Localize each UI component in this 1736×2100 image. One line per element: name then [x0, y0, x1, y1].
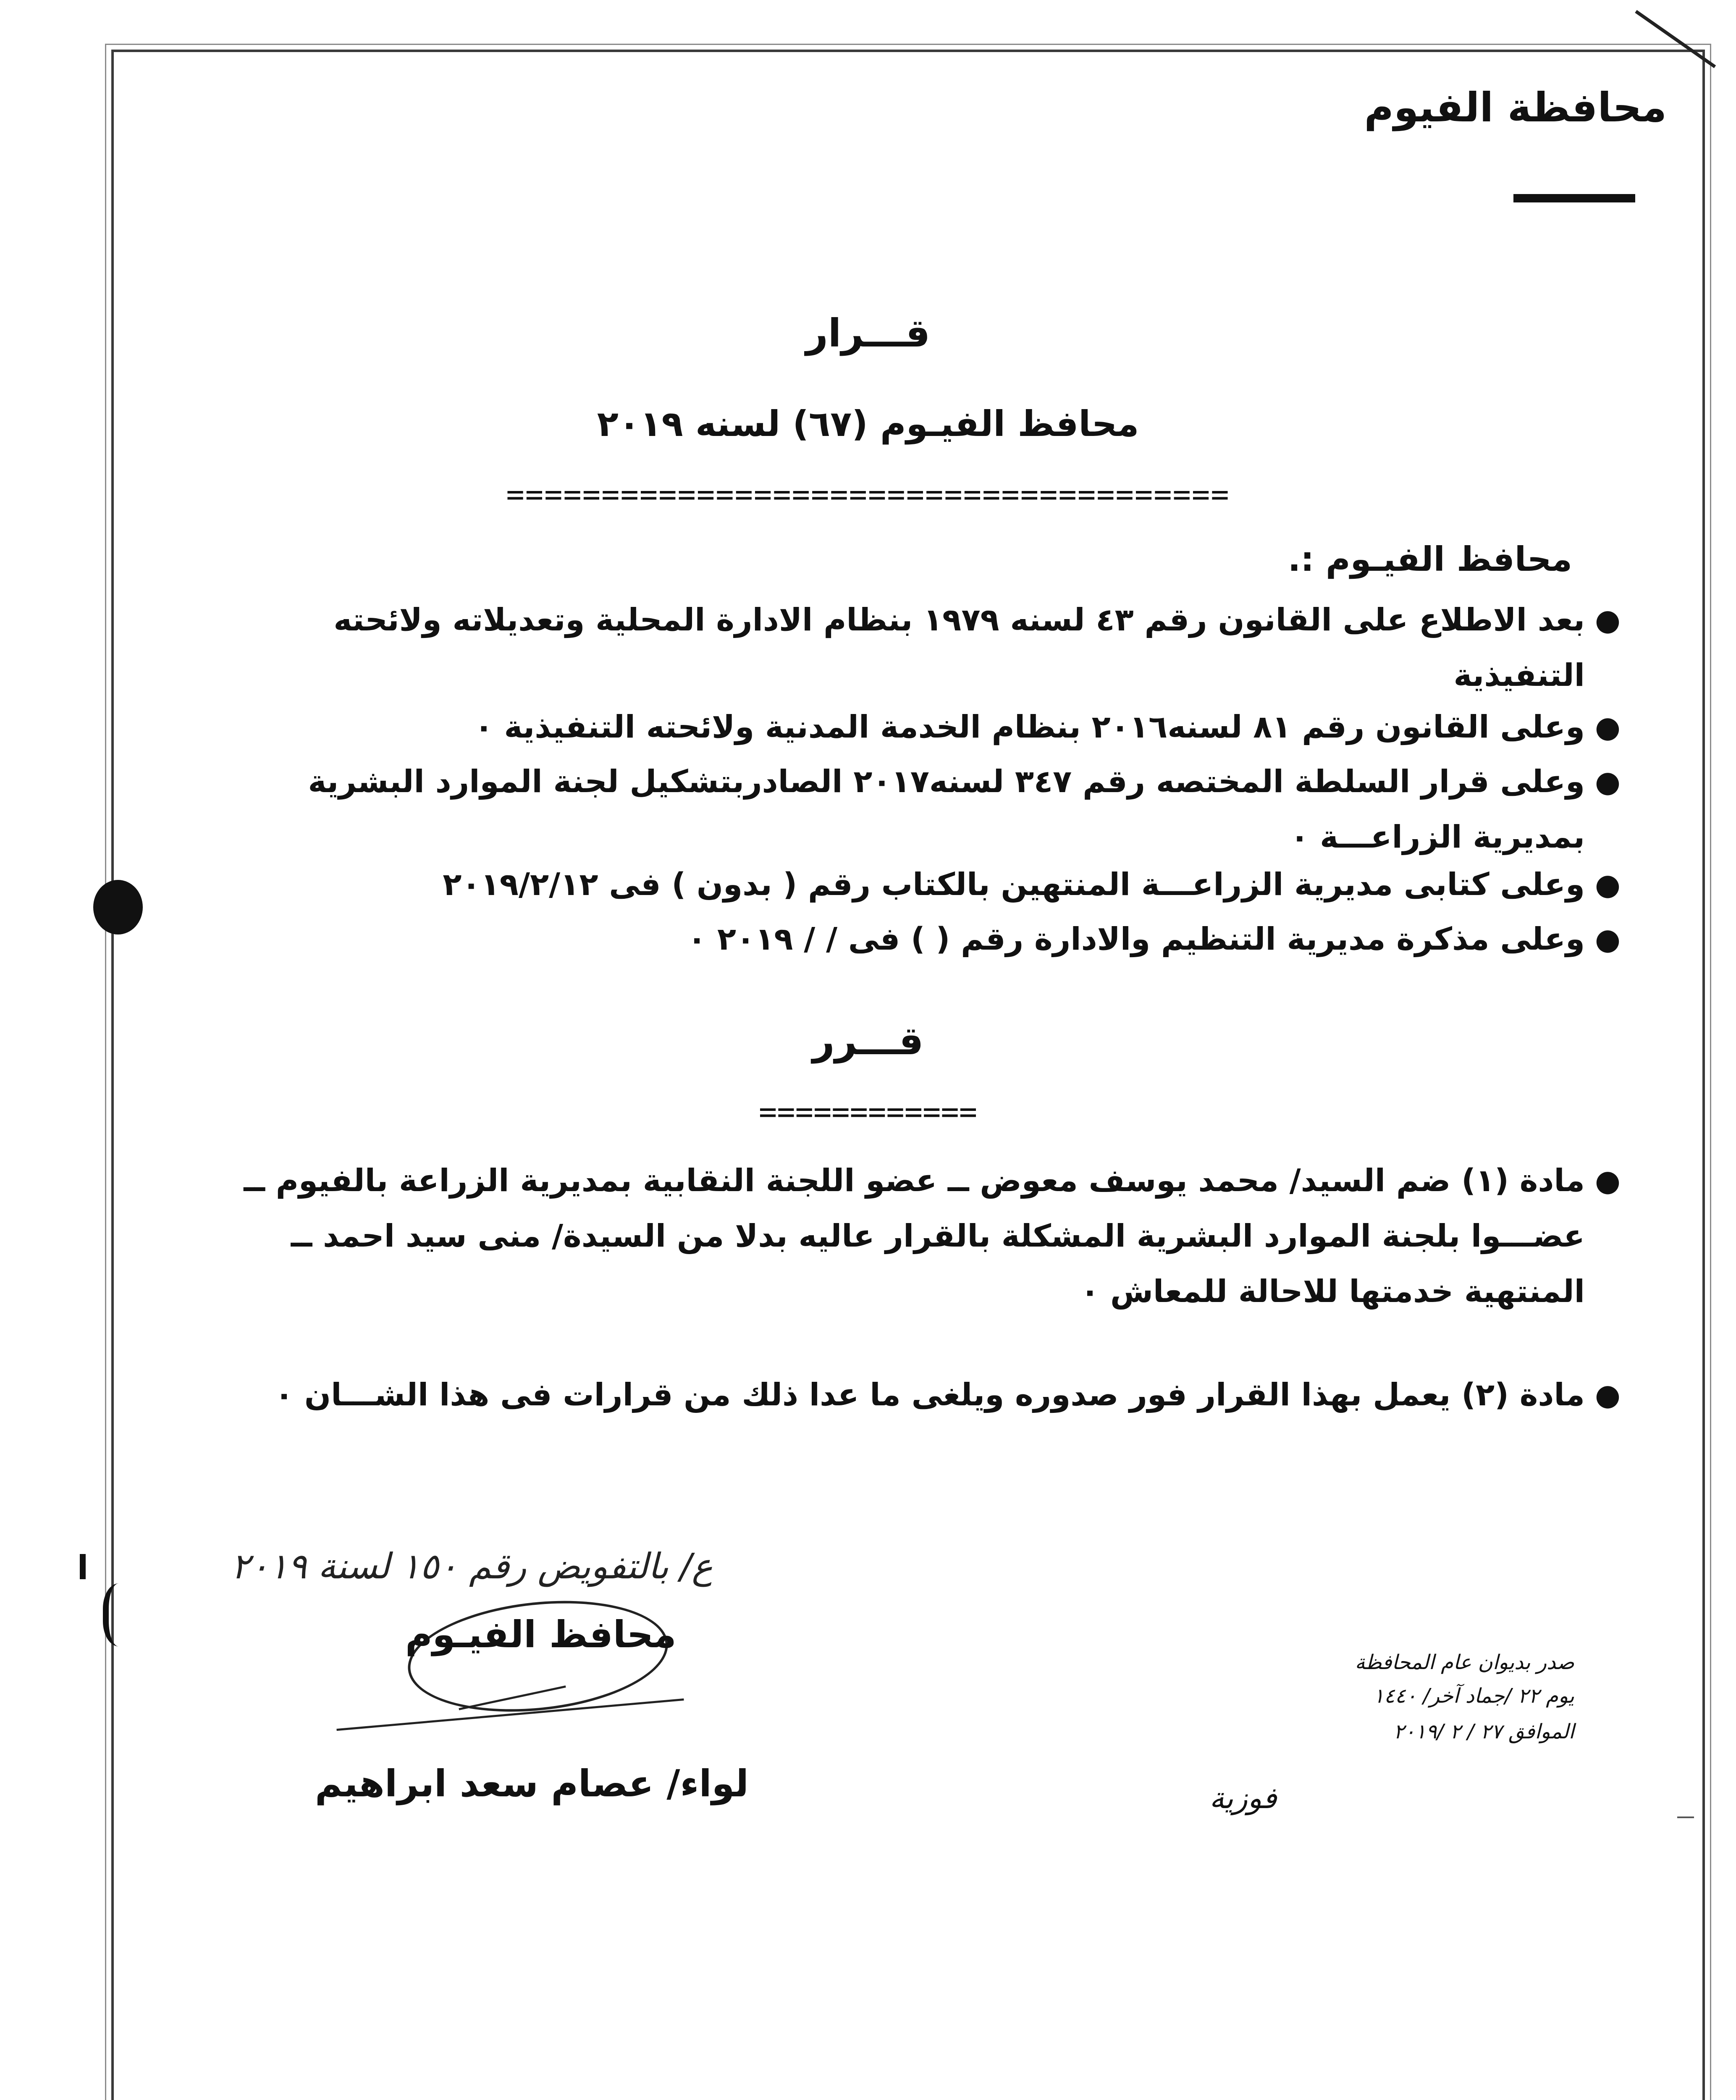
- governorate-header: محافظة الفيوم: [1364, 84, 1667, 131]
- preamble-item: ● وعلى قرار السلطة المختصه رقم ٣٤٧ لسنه٢٠١٧ الصادربتشكيل لجنة الموارد البشرية بمديرية الزراعـــة ٠: [182, 754, 1585, 865]
- issued-at: صدر بديوان عام المحافظة: [1355, 1651, 1574, 1674]
- article-label: مادة (٢): [1461, 1377, 1585, 1413]
- issued-date-hijri: يوم ٢٢ /جماد آخر/ ١٤٤٠: [1373, 1684, 1574, 1708]
- staple-mark: [103, 1583, 142, 1646]
- bullet-icon: ●: [1594, 764, 1621, 799]
- bullet-icon: ●: [1594, 710, 1621, 744]
- bullet-icon: ●: [1594, 1378, 1621, 1412]
- governor-title: محافظ الفيـوم: [405, 1613, 677, 1656]
- bullet-icon: ●: [1594, 1163, 1621, 1198]
- decision-title: قـــرار: [805, 311, 931, 356]
- preamble-item: ● بعد الاطلاع على القانون رقم ٤٣ لسنه ١٩٧٩ بنظام الادارة المحلية وتعديلاته ولائحته التنفيذية: [182, 592, 1585, 703]
- edge-mark: [80, 1554, 86, 1579]
- writer-initials: فوزية: [1209, 1781, 1277, 1815]
- bullet-icon: ●: [1594, 922, 1621, 956]
- issued-date-gregorian: الموافق ٢٧ / ٢ /٢٠١٩: [1393, 1720, 1574, 1743]
- article-label: مادة (١): [1461, 1163, 1585, 1199]
- preamble-item: ● وعلى كتابى مديرية الزراعـــة المنتهين بالكتاب رقم ( بدون ) فى ٢٠١٩/٢/١٢: [182, 857, 1585, 912]
- resolution-title: قـــرر: [812, 1018, 924, 1063]
- preamble-item: ● وعلى القانون رقم ٨١ لسنه٢٠١٦ بنظام الخدمة المدنية ولائحته التنفيذية ٠: [182, 699, 1585, 755]
- decision-number: محافظ الفيـوم (٦٧) لسنه ٢٠١٩: [597, 403, 1139, 444]
- punch-hole: [93, 880, 143, 934]
- delegation-note: ع/ بالتفويض رقم ١٥٠ لسنة ٢٠١٩: [231, 1546, 713, 1587]
- signer-name: لواء/ عصام سعد ابراهيم: [315, 1762, 749, 1805]
- article-2: ● مادة (٢) يعمل بهذا القرار فور صدوره ويلغى ما عدا ذلك من قرارات فى هذا الشـــان ٠: [182, 1367, 1585, 1423]
- bullet-icon: ●: [1594, 867, 1621, 902]
- preamble-label: محافظ الفيـوم :.: [1288, 540, 1572, 579]
- header-underline: [1513, 194, 1635, 202]
- article-1: ● مادة (١) ضم السيد/ محمد يوسف معوض ــ عضو اللجنة النقابية بمديرية الزراعة بالفيوم ــ عضـــوا بلجنة الموارد البشرية المشكلة بالقرار عاليه بدلا من السيدة/ منى سيد احمد ــ المنتهية خدمتها للاحالة للمعاش ٠: [182, 1153, 1585, 1319]
- bullet-icon: ●: [1594, 603, 1621, 637]
- preamble-item: ● وعلى مذكرة مديرية التنظيم والادارة رقم ( ) فى / / ٢٠١٩ ٠: [182, 911, 1585, 967]
- resolution-separator: ============: [758, 1094, 978, 1129]
- edge-dash: [1677, 1816, 1694, 1818]
- separator-line: ======================================: [506, 477, 1230, 512]
